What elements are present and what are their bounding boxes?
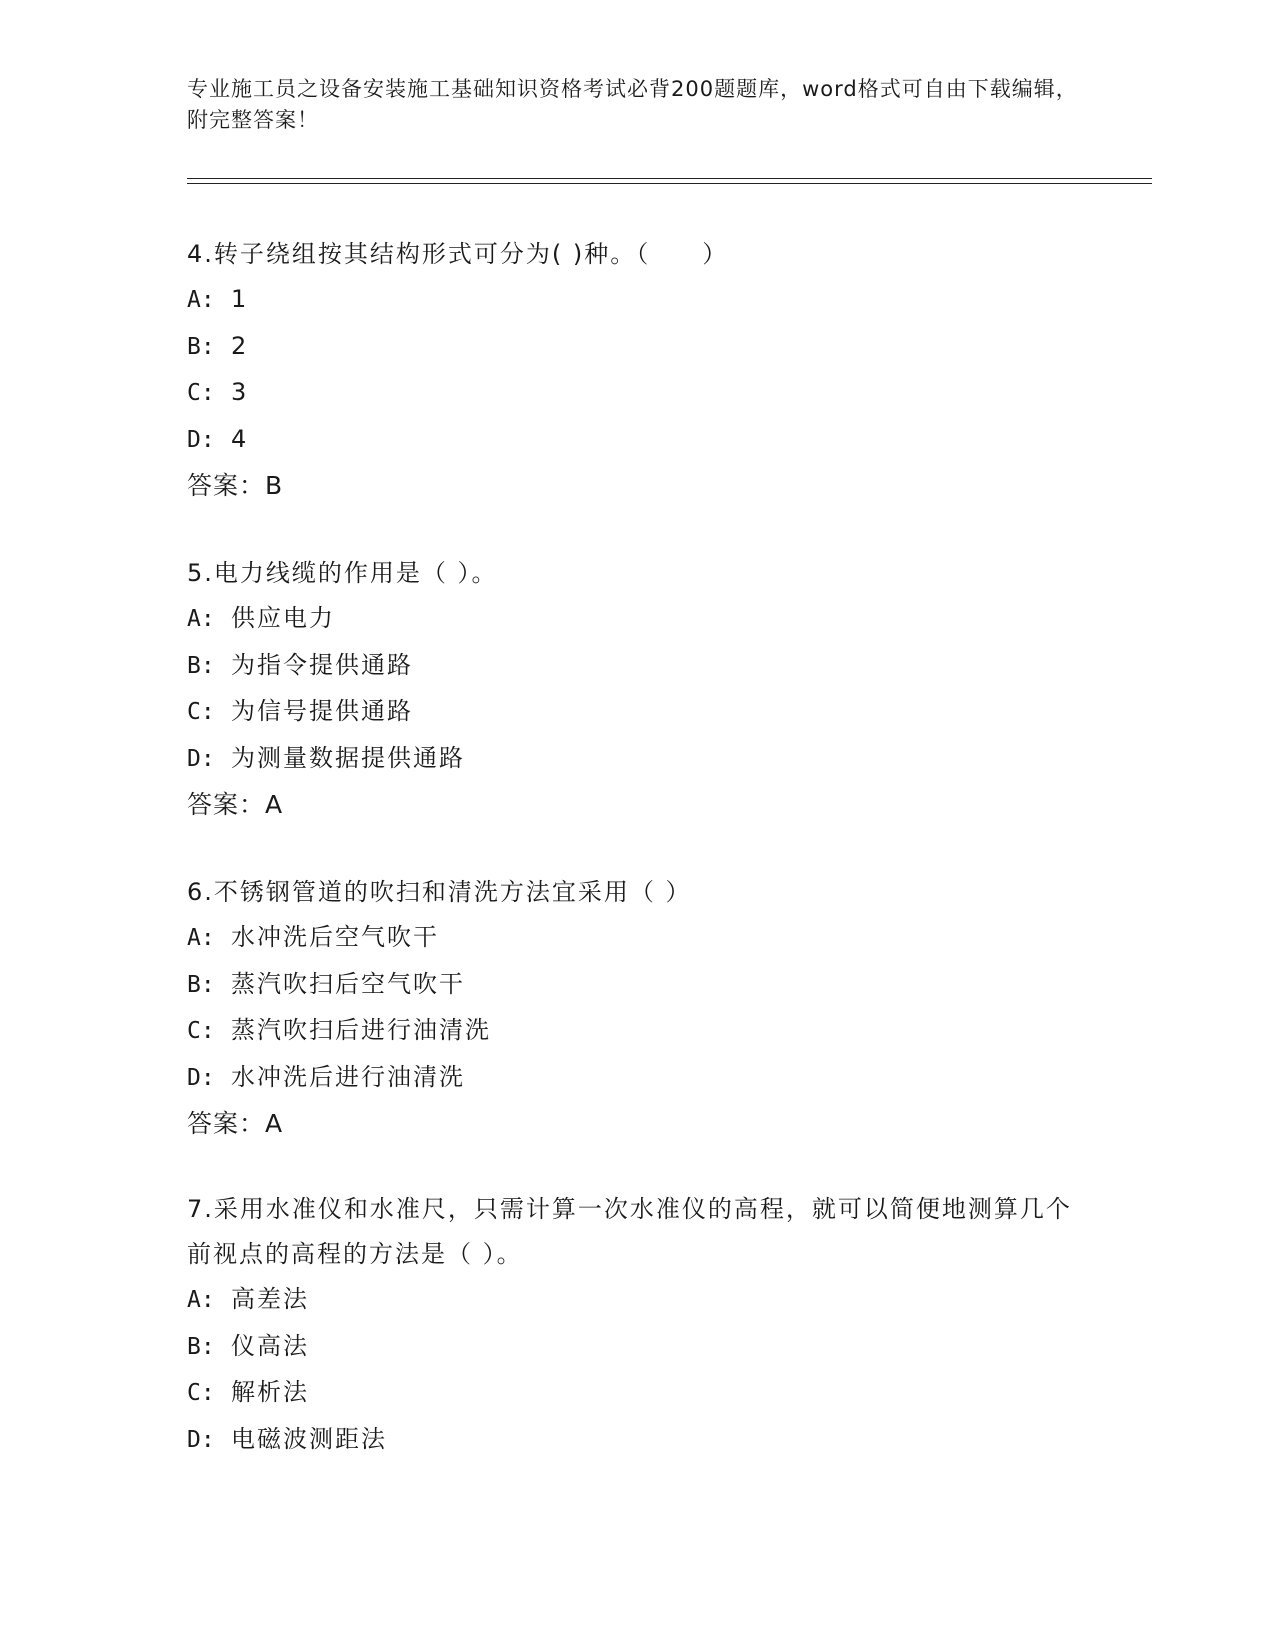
option-key: D: [187,1426,215,1453]
option-key: D: [187,745,215,772]
option-c [187,1008,1087,1055]
option-d [187,1055,1087,1102]
question-6 [187,870,1087,1146]
option-key: C: [187,380,215,406]
option-text: 2 [231,331,249,360]
option-text: 为指令提供通路 [231,650,413,679]
question-4 [187,232,1087,508]
option-text: 水冲洗后进行油清洗 [231,1062,465,1091]
option-key: A: [187,287,215,313]
option-d [187,1417,1087,1464]
answer: 答案：A [187,1109,284,1138]
document-header-title: 专业施工员之设备安装施工基础知识资格考试必背200题题库，word格式可自由下载编辑，附完整答案！ [187,77,1078,132]
option-d [187,736,1087,783]
option-text: 水冲洗后空气吹干 [231,923,439,951]
option-text: 蒸汽吹扫后进行油清洗 [231,1016,491,1044]
question-5 [187,551,1087,827]
option-a [187,1277,1087,1324]
option-text: 供应电力 [231,604,335,632]
option-text: 4 [231,424,249,453]
question-stem: 6.不锈钢管道的吹扫和清洗方法宜采用（ ） [187,878,692,906]
option-a [187,915,1087,962]
option-text: 高差法 [231,1285,309,1313]
answer: 答案：A [187,790,284,819]
option-text: 解析法 [231,1378,309,1406]
option-c [187,689,1087,736]
option-key: B: [187,1333,215,1360]
question-stem: 4.转子绕组按其结构形式可分为( )种。（ ） [187,240,729,268]
option-key: D: [187,426,215,453]
option-key: C: [187,1380,215,1406]
question-stem: 7.采用水准仪和水准尺，只需计算一次水准仪的高程，就可以简便地测算几个前视点的高程的方法是（ ）。 [187,1195,1072,1268]
option-key: A: [187,925,215,951]
option-text: 为测量数据提供通路 [231,743,465,772]
option-key: C: [187,699,215,725]
option-c [187,370,1087,417]
question-7 [187,1187,1087,1463]
option-key: D: [187,1064,215,1091]
option-key: A: [187,606,215,632]
option-b [187,643,1087,690]
option-key: B: [187,333,215,360]
option-key: A: [187,1287,215,1313]
question-stem: 5.电力线缆的作用是（ ）。 [187,559,498,587]
answer: 答案：B [187,471,284,500]
option-text: 蒸汽吹扫后空气吹干 [231,969,465,998]
header-rule-top [187,178,1152,179]
option-key: B: [187,652,215,679]
option-text: 1 [231,285,249,313]
option-text: 电磁波测距法 [231,1424,387,1453]
option-a [187,277,1087,324]
option-b [187,1324,1087,1371]
option-b [187,962,1087,1009]
option-text: 3 [231,378,249,406]
option-text: 仪高法 [231,1331,309,1360]
option-a [187,596,1087,643]
header-rule-bottom [187,183,1152,184]
option-key: B: [187,971,215,998]
option-b [187,324,1087,371]
option-key: C: [187,1018,215,1044]
option-text: 为信号提供通路 [231,697,413,725]
option-d [187,417,1087,464]
option-c [187,1370,1087,1417]
